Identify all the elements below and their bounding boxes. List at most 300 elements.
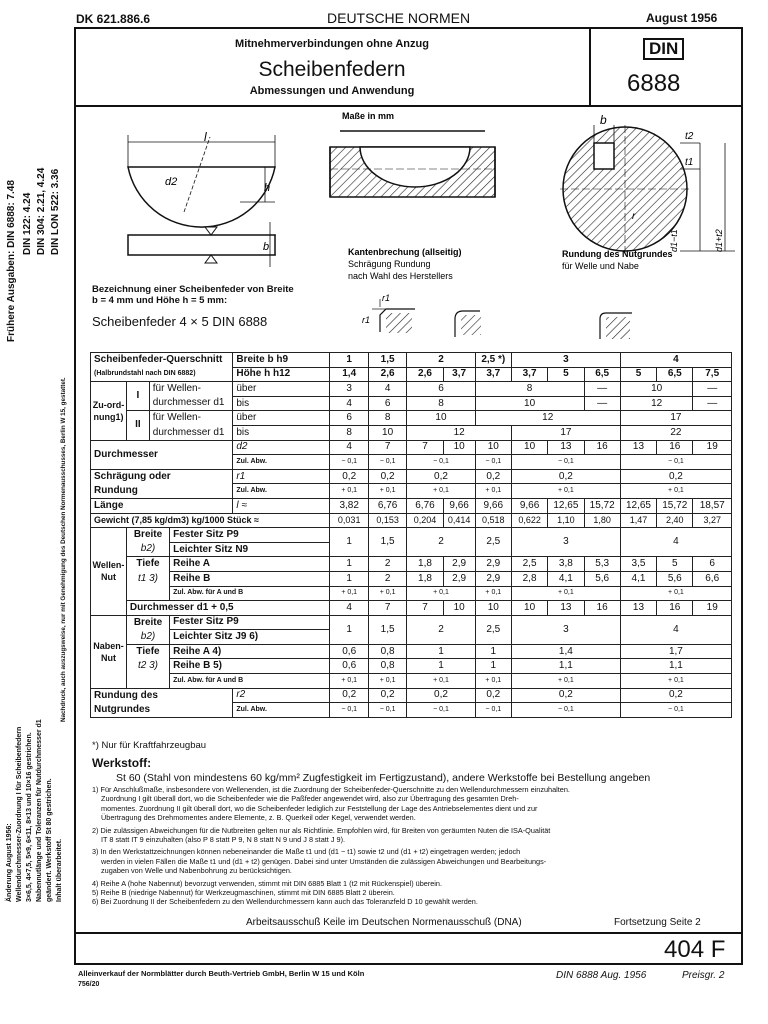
- cell: + 0,1: [330, 484, 368, 499]
- table-row: [91, 703, 732, 718]
- cell: 3,8: [548, 557, 584, 572]
- side-aend-2: 3×6,5, 4×7,5, 5×9, 6×11, 8×13 und 10×16 gestrichen.: [26, 732, 33, 902]
- cell: − 0,1: [475, 455, 511, 470]
- cell: Zul. Abw. für A und B: [170, 674, 330, 689]
- cell: 1,1: [511, 659, 620, 674]
- cell: 13: [548, 601, 584, 616]
- table-row: [91, 425, 732, 440]
- cell: 0,153: [368, 513, 406, 528]
- cell: 7: [368, 601, 406, 616]
- cell: bis: [233, 425, 330, 440]
- zuordnung-label: Zu-ord-nung1): [91, 382, 127, 440]
- cross-section: [560, 125, 735, 255]
- cell: 5: [548, 367, 584, 382]
- cell: Reihe A: [170, 557, 330, 572]
- cell: 1: [330, 557, 368, 572]
- cell: d2: [233, 440, 330, 455]
- side-din-122: DIN 122: 4.24: [22, 192, 33, 255]
- table-row: [91, 659, 732, 674]
- cell: + 0,1: [407, 674, 475, 689]
- cell: für Wellen-: [149, 411, 233, 426]
- cell: 2,9: [443, 557, 475, 572]
- cell: 2,9: [443, 571, 475, 586]
- cell: 6,5: [657, 367, 693, 382]
- din-number: 6888: [627, 70, 681, 97]
- side-din-304: DIN 304: 2.21, 4.24: [36, 167, 47, 255]
- key-top-view: [128, 222, 276, 267]
- rundung-line1: Rundung des Nutgrundes: [562, 249, 673, 259]
- wellen-nut-label: Wellen-Nut: [91, 528, 127, 616]
- cell: 4: [330, 440, 368, 455]
- rounding-detail: [455, 311, 481, 337]
- cell: + 0,1: [368, 586, 406, 601]
- cell: Tiefe: [126, 557, 169, 572]
- cell: 4,1: [548, 571, 584, 586]
- din-logo: DIN: [643, 38, 684, 60]
- hoehe-header: Höhe h h12: [233, 367, 330, 382]
- cell: 0,2: [368, 469, 406, 484]
- cell: Rundung: [91, 484, 233, 499]
- cell: —: [584, 396, 620, 411]
- cell: 17: [620, 411, 731, 426]
- cell: für Wellen-: [149, 382, 233, 397]
- cell: t2 3): [126, 659, 169, 674]
- title-divider: [589, 27, 591, 107]
- footnote-line: 1) Für Anschlußmaße, insbesondere von Wellenenden, ist die Zuordnung der Scheibenfeder-Querschnitte zu den Wellendurchmessern einzuhalten.: [92, 785, 570, 794]
- cell: 6: [693, 557, 732, 572]
- footer-rule: [74, 932, 743, 934]
- cell: 1,4: [511, 644, 620, 659]
- bezeichnung-line1: Bezeichnung einer Scheibenfeder von Breite: [92, 284, 294, 295]
- cell: 19: [693, 601, 732, 616]
- cell: 17: [511, 425, 620, 440]
- fortsetzung: Fortsetzung Seite 2: [614, 917, 701, 928]
- cell: 4: [620, 353, 731, 368]
- cell: 1: [330, 528, 368, 557]
- cell: 4: [620, 528, 731, 557]
- cell: 10: [511, 601, 547, 616]
- dim-d2: d2: [165, 176, 178, 188]
- cell: 15,72: [657, 498, 693, 513]
- cell: Breite: [126, 615, 169, 630]
- shaft-view: [330, 131, 495, 197]
- cell: 0,031: [330, 513, 368, 528]
- naben-nut-label: Naben-Nut: [91, 615, 127, 688]
- preisgruppe: Preisgr. 2: [682, 970, 725, 981]
- cell: 12: [475, 411, 620, 426]
- footnote-line: momentes. Zuordnung II gilt überall dort, wo die Scheibenfeder lediglich zur Feststellung der Lage des Antriebselementes dient und zur: [101, 803, 538, 813]
- cell: 2,9: [475, 571, 511, 586]
- cell: + 0,1: [475, 484, 511, 499]
- cell: 10: [443, 440, 475, 455]
- cell: 0,204: [407, 513, 443, 528]
- table-row: [91, 396, 732, 411]
- kanten-line1: Kantenbrechung (allseitig): [348, 247, 462, 257]
- cell: + 0,1: [475, 674, 511, 689]
- cell: Breite: [126, 528, 169, 543]
- cell: Leichter Sitz J9 6): [170, 630, 330, 645]
- cell: 0,518: [475, 513, 511, 528]
- cell: Fester Sitz P9: [170, 615, 330, 630]
- cell: 16: [584, 601, 620, 616]
- footnote-line: 6) Bei Zuordnung II der Scheibenfedern zu den Wellendurchmessern kann auch das Toleranzfeld D 10 gewählt werden.: [92, 897, 478, 907]
- cell: 7: [407, 601, 443, 616]
- cell: 12,65: [548, 498, 584, 513]
- cell: 0,2: [330, 688, 368, 703]
- cell: + 0,1: [511, 674, 620, 689]
- cell: Durchmesser: [91, 440, 233, 469]
- cell: 7: [368, 440, 406, 455]
- cell: r2: [233, 688, 330, 703]
- cell: Zul. Abw. für A und B: [170, 586, 330, 601]
- cell: 0,622: [511, 513, 547, 528]
- cell: 1,1: [620, 659, 731, 674]
- cell: 2: [368, 557, 406, 572]
- cell: Zul. Abw.: [233, 455, 330, 470]
- cell: 0,2: [475, 688, 511, 703]
- footnote-line: Zuordnung I gilt überall dort, wo die Scheibenfeder wie die Paßfeder angewendet wird, also zur Übertragung des gesamten Dreh-: [101, 794, 519, 804]
- cell: Fester Sitz P9: [170, 528, 330, 543]
- querschnitt-label: Scheibenfeder-Querschnitt: [91, 353, 233, 368]
- cell: Zul. Abw.: [233, 484, 330, 499]
- cell: 10: [475, 396, 584, 411]
- din-footer: DIN 6888 Aug. 1956: [556, 970, 647, 981]
- cell: bis: [233, 396, 330, 411]
- cell: + 0,1: [330, 674, 368, 689]
- cell: − 0,1: [368, 455, 406, 470]
- cell: 1: [330, 615, 368, 644]
- cell: 5,3: [584, 557, 620, 572]
- cell: Länge: [91, 498, 233, 513]
- cell: + 0,1: [330, 586, 368, 601]
- table-row: [91, 615, 732, 630]
- cell: t1 3): [126, 571, 169, 586]
- side-aend-3: Nabennutlänge und Toleranzen für Nutdurchmesser d1: [36, 719, 43, 902]
- cell: 6,76: [407, 498, 443, 513]
- table-row: [91, 528, 732, 543]
- cell: 2: [407, 528, 475, 557]
- cell: 8: [407, 396, 475, 411]
- cell: − 0,1: [511, 455, 620, 470]
- halbrundstahl-label: (Halbrundstahl nach DIN 6882): [91, 367, 233, 382]
- cell: 1,7: [620, 644, 731, 659]
- cell: 2: [368, 571, 406, 586]
- table-row: [91, 586, 732, 601]
- cell: 6: [407, 382, 475, 397]
- cell: 2,5: [475, 615, 511, 644]
- cell: + 0,1: [407, 586, 475, 601]
- cell: 10: [511, 440, 547, 455]
- dim-r: r: [632, 211, 636, 222]
- dim-t1: t1: [685, 157, 694, 168]
- cell: − 0,1: [330, 455, 368, 470]
- werkstoff-text: St 60 (Stahl von mindestens 60 kg/mm² Zugfestigkeit im Fertigzustand), andere Werkstoffe bei Bestellung angeben: [116, 772, 651, 784]
- cell: 2,8: [511, 571, 547, 586]
- cell: 3: [511, 353, 620, 368]
- footnote-line: 4) Reihe A (hohe Nabennut) bevorzugt verwenden, stimmt mit DIN 6885 Blatt 1 (t2 mit Rückenspiel) überein.: [92, 878, 443, 888]
- cell: 6,6: [693, 571, 732, 586]
- cell: − 0,1: [475, 703, 511, 718]
- cell: 1: [407, 644, 475, 659]
- cell: 5,6: [657, 571, 693, 586]
- cell: 16: [584, 440, 620, 455]
- table-row: [91, 557, 732, 572]
- cell: 5,6: [584, 571, 620, 586]
- cell: Gewicht (7,85 kg/dm3) kg/1000 Stück ≈: [91, 513, 330, 528]
- issue-date: August 1956: [646, 11, 718, 25]
- cell: l ≈: [233, 498, 330, 513]
- side-aend-5: Inhalt überarbeitet.: [56, 838, 63, 902]
- cell: + 0,1: [620, 484, 731, 499]
- cell: 2,5: [511, 557, 547, 572]
- cell: − 0,1: [620, 703, 731, 718]
- cell: − 0,1: [407, 455, 475, 470]
- cell: 3,5: [620, 557, 656, 572]
- cell: Leichter Sitz N9: [170, 542, 330, 557]
- cell: 1,8: [407, 571, 443, 586]
- cell: + 0,1: [407, 484, 475, 499]
- cell: 13: [548, 440, 584, 455]
- cell: 2: [407, 615, 475, 644]
- footnote-line: 3) In den Werkstattzeichnungen können nebeneinander die Maße t1 und (d1 − t1) sowie t2 und (d1 + t2) eingetragen werden; jedoch: [92, 847, 521, 857]
- title-top: Mitnehmerverbindungen ohne Anzug: [235, 38, 429, 50]
- cell: + 0,1: [620, 674, 731, 689]
- cell: 12,65: [620, 498, 656, 513]
- cell: 0,2: [368, 688, 406, 703]
- cell: durchmesser d1: [149, 396, 233, 411]
- cell: 12: [620, 396, 693, 411]
- cell: 5: [657, 557, 693, 572]
- cell: Durchmesser d1 + 0,5: [126, 601, 330, 616]
- dim-d1-t2: d1+t2: [714, 229, 724, 252]
- page-code: 404 F: [664, 936, 726, 963]
- chamfer-detail: [372, 299, 415, 333]
- cell: 6: [368, 396, 406, 411]
- cell: 1: [330, 571, 368, 586]
- cell: 4,1: [620, 571, 656, 586]
- cell: − 0,1: [330, 703, 368, 718]
- cell: 12: [407, 425, 512, 440]
- cell: − 0,1: [368, 703, 406, 718]
- cell: Schrägung oder: [91, 469, 233, 484]
- cell: − 0,1: [407, 703, 475, 718]
- table-row: [91, 484, 732, 499]
- bezeichnung-example: Scheibenfeder 4 × 5 DIN 6888: [92, 314, 268, 329]
- cell: 2,5: [475, 528, 511, 557]
- cell: 0,8: [368, 644, 406, 659]
- cell: 18,57: [693, 498, 732, 513]
- cell: 16: [657, 601, 693, 616]
- key-side-view: [128, 135, 275, 227]
- cell: 3,7: [443, 367, 475, 382]
- cell: 2: [407, 353, 475, 368]
- cell: 1,5: [368, 528, 406, 557]
- cell: 2,40: [657, 513, 693, 528]
- footnotes: [92, 785, 732, 907]
- dk-number: DK 621.886.6: [76, 12, 151, 26]
- cell: + 0,1: [620, 586, 731, 601]
- cell: Reihe A 4): [170, 644, 330, 659]
- cell: 6: [330, 411, 368, 426]
- cell: 7,5: [693, 367, 732, 382]
- cell: 2,6: [407, 367, 443, 382]
- footnote-line: IT 8 statt IT 9 einzuhalten (also P 8 statt P 9, N 8 statt N 9 und J 8 statt J 9).: [101, 835, 346, 845]
- table-row: [91, 411, 732, 426]
- page-title: Scheibenfedern: [258, 58, 406, 81]
- cell: 0,2: [511, 469, 620, 484]
- cell: Nutgrundes: [91, 703, 233, 718]
- cell: 13: [620, 440, 656, 455]
- cell: 3: [511, 615, 620, 644]
- breite-header: Breite b h9: [233, 353, 330, 368]
- cell: 13: [620, 601, 656, 616]
- footnote-line: Übertragung des Drehmomentes andere Elemente, z. B. Querkeil oder Kegel, verwendet werden.: [101, 813, 416, 823]
- masse-label: Maße in mm: [342, 111, 395, 121]
- cell: + 0,1: [475, 586, 511, 601]
- dim-r1-side: r1: [362, 315, 371, 325]
- title-sub: Abmessungen und Anwendung: [249, 85, 415, 97]
- cell: 8: [475, 382, 584, 397]
- cell: 1: [330, 353, 368, 368]
- dim-r1-top: r1: [382, 293, 391, 303]
- rundung-line2: für Welle und Nabe: [562, 261, 639, 271]
- cell: 9,66: [475, 498, 511, 513]
- cell: 10: [475, 601, 511, 616]
- table-row: [91, 382, 732, 397]
- cell: + 0,1: [368, 674, 406, 689]
- cell: 2,9: [475, 557, 511, 572]
- table-row: [91, 367, 732, 382]
- cell: 4: [620, 615, 731, 644]
- cell: Rundung des: [91, 688, 233, 703]
- cell: 3,27: [693, 513, 732, 528]
- table-row: [91, 688, 732, 703]
- cell: 0,6: [330, 644, 368, 659]
- footnote-line: zugaben von Welle und Nabenbohrung zu berücksichtigen.: [101, 866, 292, 876]
- cell: 9,66: [443, 498, 475, 513]
- dim-b: b: [263, 241, 270, 253]
- cell: 9,66: [511, 498, 547, 513]
- table-row: [91, 440, 732, 455]
- cell: 1,5: [368, 353, 406, 368]
- cell: 22: [620, 425, 731, 440]
- dimension-table: [90, 352, 732, 718]
- table-row: [91, 601, 732, 616]
- cell: 19: [693, 440, 732, 455]
- footnote-line: 2) Die zulässigen Abweichungen für die Nutbreiten gelten nur als Richtlinie. Empfohlen wird, für Breiten von geräumten Nuten die ISA-Qualität: [92, 825, 551, 835]
- cell: 1: [407, 659, 475, 674]
- footnote-line: 5) Reihe B (niedrige Nabennut) für Werkzeugmaschinen, stimmt mit DIN 6885 Blatt 2 überein.: [92, 888, 395, 898]
- table-row: [91, 498, 732, 513]
- cell: 10: [407, 411, 475, 426]
- cell: 1: [475, 659, 511, 674]
- cell: 6,76: [368, 498, 406, 513]
- dim-t2: t2: [685, 131, 694, 142]
- side-nachdruck: Nachdruck, auch auszugsweise, nur mit Genehmigung des Deutschen Normenausschusses, Berlin W 15, gestattet.: [60, 377, 67, 722]
- werkstoff-heading: Werkstoff:: [92, 756, 152, 770]
- cell: 2,5 *): [475, 353, 511, 368]
- side-din-lon: DIN LON 522: 3.36: [50, 168, 61, 255]
- cell: 8: [330, 425, 368, 440]
- cell: 0,2: [475, 469, 511, 484]
- dim-d1-t1: d1−t1: [669, 229, 679, 252]
- cell: Tiefe: [126, 644, 169, 659]
- cell: 4: [330, 601, 368, 616]
- cell: Zul. Abw.: [233, 703, 330, 718]
- cell: b2): [126, 542, 169, 557]
- cell: 1: [475, 644, 511, 659]
- cell: —: [693, 396, 732, 411]
- cell: 1,10: [548, 513, 584, 528]
- table-row: [91, 353, 732, 368]
- cell: 4: [330, 396, 368, 411]
- cell: 10: [368, 425, 406, 440]
- cell: 3: [330, 382, 368, 397]
- cell: + 0,1: [511, 484, 620, 499]
- cell: 3,82: [330, 498, 368, 513]
- cell: 10: [443, 601, 475, 616]
- dim-b-section: b: [600, 113, 607, 127]
- cell: 8: [368, 411, 406, 426]
- cell: 2,6: [368, 367, 406, 382]
- table-row: [91, 674, 732, 689]
- cell: 1,8: [407, 557, 443, 572]
- side-aend-4: geändert. Werkstoff St 80 gestrichen.: [46, 778, 53, 902]
- table-row: [91, 513, 732, 528]
- kanten-line2: Schrägung Rundung: [348, 259, 431, 269]
- groove-detail: [600, 313, 632, 339]
- cell: I: [126, 382, 149, 411]
- cell: 15,72: [584, 498, 620, 513]
- bezeichnung-line2: b = 4 mm und Höhe h = 5 mm:: [92, 295, 228, 306]
- cell: 1,80: [584, 513, 620, 528]
- cell: 3,7: [475, 367, 511, 382]
- cell: Reihe B: [170, 571, 330, 586]
- cell: 0,2: [330, 469, 368, 484]
- cell: 0,414: [443, 513, 475, 528]
- cell: über: [233, 382, 330, 397]
- cell: 0,2: [511, 688, 620, 703]
- publisher: DEUTSCHE NORMEN: [327, 10, 471, 26]
- kanten-line3: nach Wahl des Herstellers: [348, 271, 453, 281]
- cell: 3,7: [511, 367, 547, 382]
- cell: 0,2: [407, 469, 475, 484]
- cell: Reihe B 5): [170, 659, 330, 674]
- cell: 6,5: [584, 367, 620, 382]
- verkauf: Alleinverkauf der Normblätter durch Beuth-Vertrieb GmbH, Berlin W 15 und Köln: [78, 969, 365, 978]
- cell: 10: [475, 440, 511, 455]
- footnote-line: werden in vielen Fällen die Maße t1 und (d1 + t2) genügen. Dabei sind unter Umständen die zulässigen Abweichungen und Bearbeitungs-: [101, 856, 547, 866]
- star-note: *) Nur für Kraftfahrzeugbau: [92, 740, 207, 751]
- side-aend-1: Wellendurchmesser-Zuordnung I für Scheibenfedern: [16, 726, 23, 902]
- cell: + 0,1: [368, 484, 406, 499]
- cell: II: [126, 411, 149, 440]
- cell: 3: [511, 528, 620, 557]
- table-row: [91, 469, 732, 484]
- table-row: [91, 571, 732, 586]
- cell: 16: [657, 440, 693, 455]
- dim-l: l: [204, 130, 207, 144]
- cell: r1: [233, 469, 330, 484]
- cell: 4: [368, 382, 406, 397]
- side-aend-0: Änderung August 1956:: [6, 823, 13, 902]
- cell: 0,2: [620, 469, 731, 484]
- cell: 10: [620, 382, 693, 397]
- ausschuss: Arbeitsausschuß Keile im Deutschen Normenausschuß (DNA): [246, 917, 522, 928]
- cell: über: [233, 411, 330, 426]
- cell: —: [693, 382, 732, 397]
- cell: 7: [407, 440, 443, 455]
